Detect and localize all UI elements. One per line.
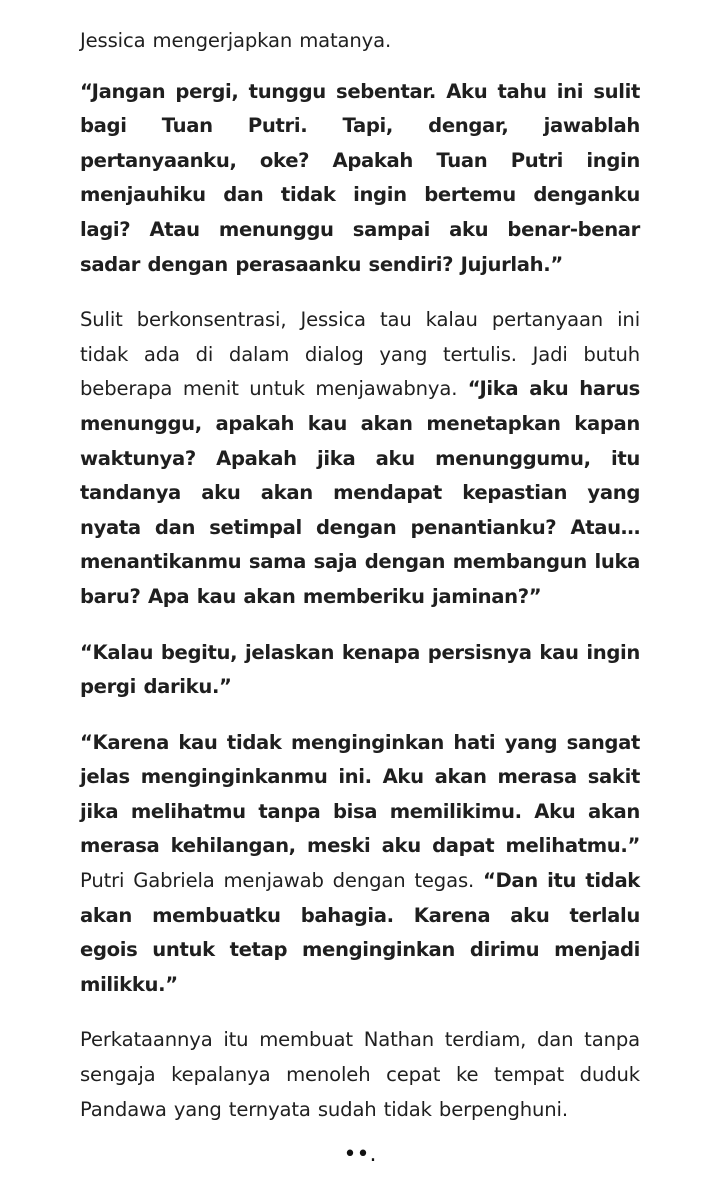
paragraph-6: [80, 1023, 640, 1127]
paragraph-text: Jessica mengerjapkan matanya.: [80, 29, 392, 52]
document-page: [80, 24, 640, 1148]
paragraph-1: [80, 24, 640, 59]
paragraph-2: [80, 75, 640, 283]
dialogue-text: “Dan itu tidak akan membuatku bahagia. Karena aku terlalu egois untuk tetap menginginkan dirimu menjadi milikku.”: [80, 869, 640, 996]
paragraph-5: [80, 726, 640, 1003]
scene-separator: ••.: [343, 1142, 377, 1167]
dialogue-text: “Jangan pergi, tunggu sebentar. Aku tahu ini sulit bagi Tuan Putri. Tapi, dengar, jawablah pertanyaanku, oke? Apakah Tuan Putri ingin menjauhiku dan tidak ingin bertemu denganku lagi? Atau menunggu sampai aku benar-benar sadar dengan perasaanku sendiri? Jujurlah.”: [80, 79, 640, 276]
narration-text: Sulit berkonsentrasi, Jessica tau kalau pertanyaan ini tidak ada di dalam dialog yang tertulis. Jadi butuh beberapa menit untuk menjawabnya.: [80, 308, 640, 401]
dialogue-text: “Jika aku harus menunggu, apakah kau akan menetapkan kapan waktunya? Apakah jika aku menunggumu, itu tandanya aku akan mendapat kepastian yang nyata dan setimpal dengan penantianku? Atau… menantikanmu sama saja dengan membangun luka baru? Apa kau akan memberiku jaminan?”: [80, 377, 640, 608]
dialogue-text: “Karena kau tidak menginginkan hati yang sangat jelas menginginkanmu ini. Aku akan merasa sakit jika melihatmu tanpa bisa memilikimu. Aku akan merasa kehilangan, meski aku dapat melihatmu.”: [80, 730, 640, 858]
dialogue-text: “Kalau begitu, jelaskan kenapa persisnya kau ingin pergi dariku.”: [80, 640, 640, 699]
paragraph-3: [80, 303, 640, 614]
narration-text: Putri Gabriela menjawab dengan tegas.: [80, 869, 483, 893]
paragraph-4: [80, 636, 640, 705]
narration-text: Perkataannya itu membuat Nathan terdiam, dan tanpa sengaja kepalanya menoleh cepat ke tempat duduk Pandawa yang ternyata sudah tidak berpenghuni.: [80, 1028, 640, 1121]
